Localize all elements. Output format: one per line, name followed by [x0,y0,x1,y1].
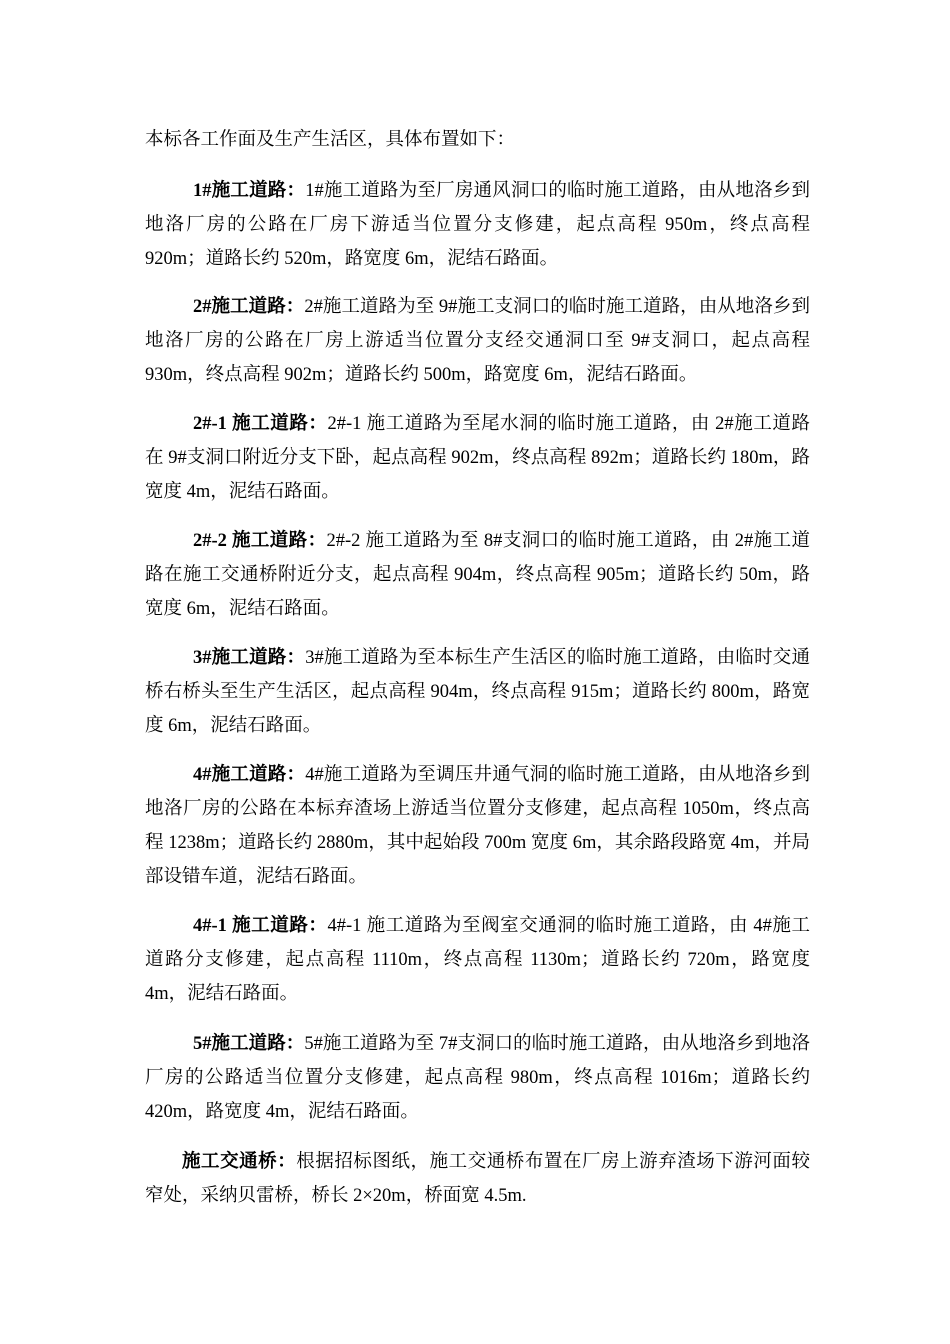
paragraph-body: 2#-2 施工道路为至 8#支洞口的临时施工道路，由 2#施工道路在施工交通桥附近分支，起点高程 904m，终点高程 905m；道路长约 50m，路宽度 6m，泥结石路面。 [145,531,810,619]
paragraph-heading: 3#施工道路： [193,648,306,668]
paragraph-heading: 4#施工道路： [193,765,306,785]
paragraph-heading: 4#-1 施工道路： [193,916,328,936]
paragraph-road-2-2 [145,524,810,626]
paragraph-body: 5#施工道路为至 7#支洞口的临时施工道路，由从地洛乡到地洛厂房的公路适当位置分支修建，起点高程 980m，终点高程 1016m；道路长约 420m，路宽度 4m，泥结石路面。 [145,1034,810,1122]
paragraph-road-4-1 [145,909,810,1011]
paragraph-body: 3#施工道路为至本标生产生活区的临时施工道路，由临时交通桥右桥头至生产生活区，起点高程 904m，终点高程 915m；道路长约 800m，路宽度 6m，泥结石路面。 [145,648,810,736]
paragraph-body: 1#施工道路为至厂房通风洞口的临时施工道路，由从地洛乡到地洛厂房的公路在厂房下游适当位置分支修建，起点高程 950m，终点高程 920m；道路长约 520m，路宽度 6m，泥结石路面。 [145,181,810,269]
paragraph-body: 2#-1 施工道路为至尾水洞的临时施工道路，由 2#施工道路在 9#支洞口附近分支下卧，起点高程 902m，终点高程 892m；道路长约 180m，路宽度 4m，泥结石路面。 [145,414,810,502]
paragraph-body: 4#施工道路为至调压井通气洞的临时施工道路，由从地洛乡到地洛厂房的公路在本标弃渣场上游适当位置分支修建，起点高程 1050m，终点高程 1238m；道路长约 2880m，其中起始段 700m 宽度 6m，其余路段路宽 4m，并局部设错车道，泥结石路面。 [145,765,810,887]
paragraph-road-3 [145,641,810,743]
paragraph-heading: 2#-2 施工道路： [193,531,327,551]
paragraph-heading: 2#施工道路： [193,297,305,317]
paragraph-road-2 [145,290,810,392]
paragraph-heading: 5#施工道路： [193,1034,305,1054]
paragraph-body: 2#施工道路为至 9#施工支洞口的临时施工道路，由从地洛乡到地洛厂房的公路在厂房上游适当位置分支经交通洞口至 9#支洞口，起点高程 930m，终点高程 902m；道路长约 500m，路宽度 6m，泥结石路面。 [145,297,810,385]
paragraph-heading: 施工交通桥： [182,1152,297,1172]
paragraph-road-2-1 [145,407,810,509]
paragraph-body: 根据招标图纸，施工交通桥布置在厂房上游弃渣场下游河面较窄处，采纳贝雷桥，桥长 2×20m，桥面宽 4.5m. [145,1152,810,1206]
paragraph-body: 4#-1 施工道路为至阀室交通洞的临时施工道路，由 4#施工道路分支修建，起点高程 1110m，终点高程 1130m；道路长约 720m，路宽度 4m，泥结石路面。 [145,916,810,1004]
paragraph-heading: 2#-1 施工道路： [193,414,328,434]
paragraph-road-4 [145,758,810,894]
intro-text: 本标各工作面及生产生活区，具体布置如下： [145,130,516,150]
paragraph-heading: 1#施工道路： [193,181,306,201]
paragraph-bridge [145,1145,810,1213]
paragraph-road-5 [145,1027,810,1129]
paragraph-road-1 [145,174,810,276]
